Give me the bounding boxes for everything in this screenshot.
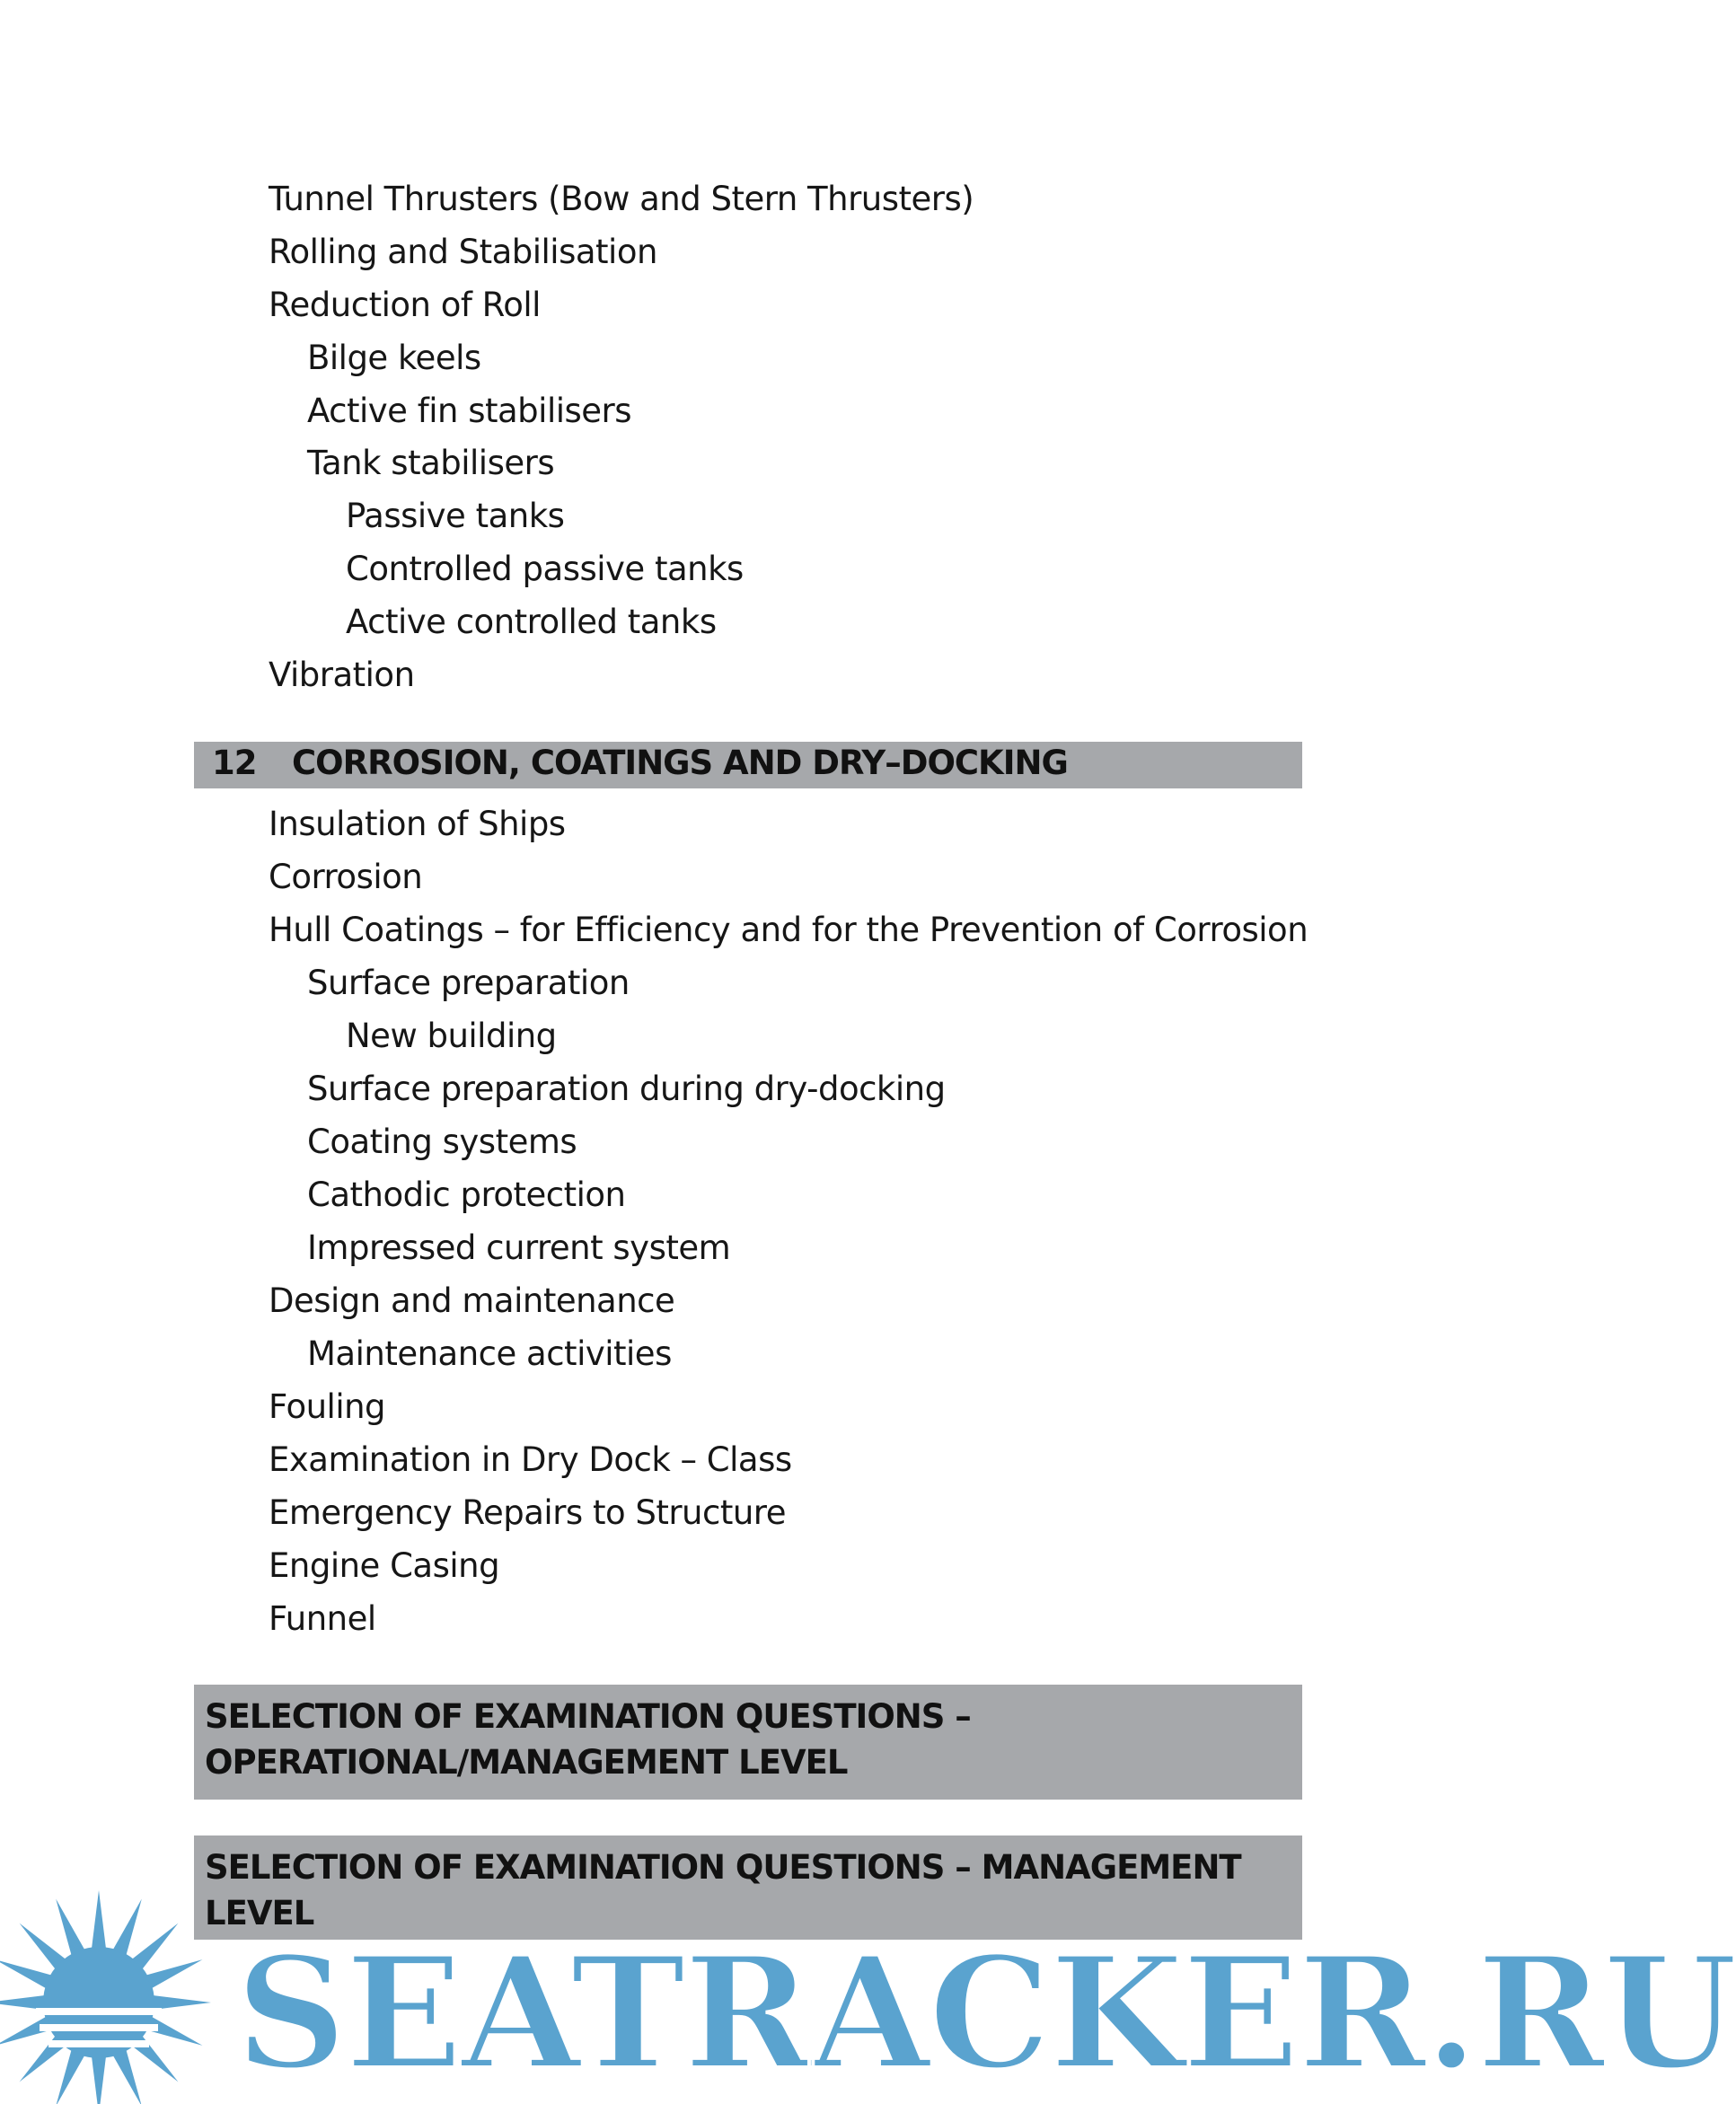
- toc-entry[interactable]: Corrosion: [269, 858, 423, 896]
- toc-subentry[interactable]: Active fin stabilisers: [307, 392, 632, 430]
- toc-subentry[interactable]: Bilge keels: [307, 339, 481, 377]
- banner-line-2: OPERATIONAL/MANAGEMENT LEVEL: [205, 1743, 848, 1782]
- toc-subentry[interactable]: Coating systems: [307, 1122, 577, 1161]
- chapter-number: 12: [212, 744, 257, 782]
- toc-entry[interactable]: Fouling: [269, 1387, 386, 1426]
- toc-entry[interactable]: Funnel: [269, 1599, 376, 1638]
- toc-entry[interactable]: Design and maintenance: [269, 1281, 675, 1320]
- toc-entry[interactable]: Rolling and Stabilisation: [269, 233, 657, 271]
- toc-entry[interactable]: Tunnel Thrusters (Bow and Stern Thrusters): [269, 180, 974, 218]
- toc-entry[interactable]: Examination in Dry Dock – Class: [269, 1440, 792, 1479]
- toc-subsubentry[interactable]: Passive tanks: [346, 497, 565, 535]
- sun-icon: [0, 1886, 234, 2098]
- banner-line-1: SELECTION OF EXAMINATION QUESTIONS –: [205, 1697, 971, 1736]
- toc-subentry[interactable]: Surface preparation during dry-docking: [307, 1070, 946, 1108]
- toc-entry[interactable]: Hull Coatings – for Efficiency and for the Prevention of Corrosion: [269, 911, 1309, 949]
- toc-entry[interactable]: Emergency Repairs to Structure: [269, 1493, 786, 1532]
- exam-questions-operational-header[interactable]: [194, 1685, 1302, 1800]
- toc-subsubentry[interactable]: Active controlled tanks: [346, 603, 717, 641]
- toc-subsubentry[interactable]: New building: [346, 1017, 557, 1055]
- toc-subentry[interactable]: Surface preparation: [307, 964, 630, 1002]
- banner-line-2: LEVEL: [205, 1894, 314, 1932]
- toc-subentry[interactable]: Maintenance activities: [307, 1334, 672, 1373]
- toc-entry[interactable]: Vibration: [269, 656, 415, 694]
- toc-subentry[interactable]: Cathodic protection: [307, 1175, 626, 1214]
- toc-subentry[interactable]: Impressed current system: [307, 1228, 731, 1267]
- toc-entry[interactable]: Reduction of Roll: [269, 286, 541, 324]
- chapter-12-header[interactable]: [194, 742, 1302, 788]
- banner-line-1: SELECTION OF EXAMINATION QUESTIONS – MANAGEMENT: [205, 1848, 1241, 1887]
- watermark-text: SEATRACKER.RU: [235, 1922, 1736, 2104]
- toc-subsubentry[interactable]: Controlled passive tanks: [346, 550, 744, 588]
- chapter-title: CORROSION, COATINGS AND DRY–DOCKING: [292, 744, 1068, 782]
- toc-subentry[interactable]: Tank stabilisers: [307, 444, 555, 482]
- toc-entry[interactable]: Engine Casing: [269, 1546, 500, 1585]
- toc-entry[interactable]: Insulation of Ships: [269, 805, 566, 843]
